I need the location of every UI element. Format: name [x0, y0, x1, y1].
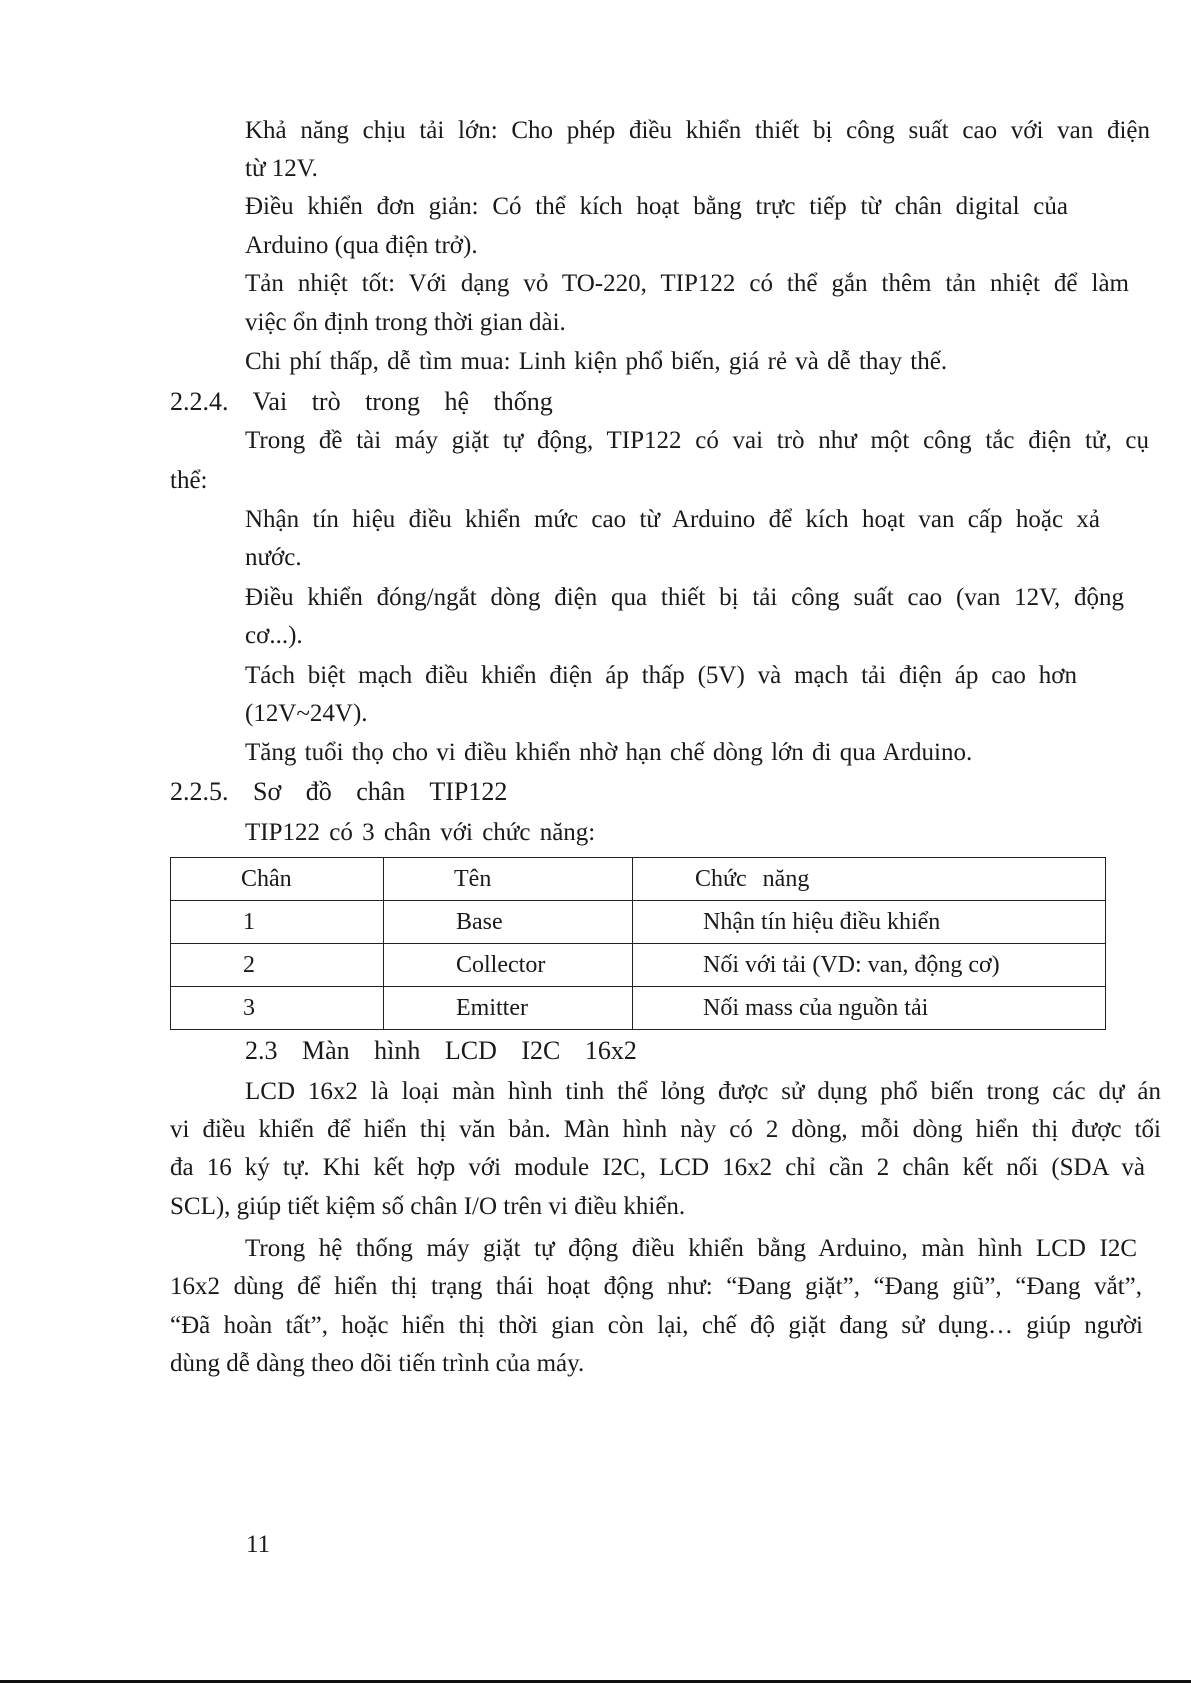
table-cell: Nối mass của nguồn tải — [633, 987, 1106, 1030]
bullet-text: Tản nhiệt tốt: Với dạng vỏ TO-220, TIP122 có thể gắn thêm tản nhiệt để làm — [245, 270, 1129, 297]
paragraph-line: Trong hệ thống máy giặt tự động điều khiển bằng Arduino, màn hình LCD I2C — [245, 1235, 1137, 1262]
bullet-text: Khả năng chịu tải lớn: Cho phép điều khiển thiết bị công suất cao với van điện — [245, 117, 1150, 144]
page-number: 11 — [246, 1531, 271, 1558]
paragraph-line: vi điều khiển để hiển thị văn bản. Màn hình này có 2 dòng, mỗi dòng hiển thị được tối — [170, 1116, 1161, 1143]
table-cell: 3 — [171, 987, 384, 1030]
bullet-text: Tách biệt mạch điều khiển điện áp thấp (5V) và mạch tải điện áp cao hơn — [245, 662, 1077, 689]
table-header-cell: Chân — [171, 858, 384, 901]
bullet-text: cơ...). — [245, 622, 303, 649]
bullet-text: Arduino (qua điện trở). — [245, 232, 478, 259]
section-heading: 2.2.5. Sơ đồ chân TIP122 — [170, 777, 508, 806]
bullet-text: Nhận tín hiệu điều khiển mức cao từ Arduino để kích hoạt van cấp hoặc xả — [245, 506, 1100, 533]
table-cell: 1 — [171, 901, 384, 944]
bullet-text: Tăng tuổi thọ cho vi điều khiển nhờ hạn chế dòng lớn đi qua Arduino. — [245, 739, 973, 766]
bullet-text: Điều khiển đóng/ngắt dòng điện qua thiết bị tải công suất cao (van 12V, động — [245, 584, 1124, 611]
table-cell: Base — [384, 901, 633, 944]
table-header-cell: Chức năng — [633, 858, 1106, 901]
table-header-cell: Tên — [384, 858, 633, 901]
table-cell — [633, 944, 1106, 987]
section-heading: 2.3 Màn hình LCD I2C 16x2 — [245, 1036, 637, 1065]
table-row — [171, 901, 1106, 944]
table-cell: 2 — [171, 944, 384, 987]
table-header-row — [171, 858, 1106, 901]
paragraph-line: dùng dễ dàng theo dõi tiến trình của máy. — [170, 1350, 585, 1377]
table-row — [171, 944, 1106, 987]
bullet-text: việc ổn định trong thời gian dài. — [245, 309, 566, 336]
paragraph-line: LCD 16x2 là loại màn hình tinh thể lỏng được sử dụng phổ biến trong các dự án — [245, 1078, 1161, 1105]
paragraph-line: đa 16 ký tự. Khi kết hợp với module I2C, LCD 16x2 chỉ cần 2 chân kết nối (SDA và — [170, 1154, 1145, 1181]
paragraph-line: thể: — [170, 467, 208, 494]
bullet-text: nước. — [245, 544, 302, 571]
table-cell-text: Nối với tải (VD: van, động cơ) — [703, 951, 1000, 978]
bullet-text: (12V~24V). — [245, 700, 368, 727]
table-cell: Nhận tín hiệu điều khiển — [633, 901, 1106, 944]
paragraph-line: Trong đề tài máy giặt tự động, TIP122 có vai trò như một công tắc điện tử, cụ — [245, 427, 1149, 454]
table-cell: Collector — [384, 944, 633, 987]
bullet-text: Điều khiển đơn giản: Có thể kích hoạt bằng trực tiếp từ chân digital của — [245, 193, 1068, 220]
bottom-rule — [0, 1680, 1191, 1683]
pin-table — [170, 857, 1106, 1030]
section-heading: 2.2.4. Vai trò trong hệ thống — [170, 387, 553, 416]
bullet-text: Chi phí thấp, dễ tìm mua: Linh kiện phổ biến, giá rẻ và dễ thay thế. — [245, 348, 948, 375]
table-row — [171, 987, 1106, 1030]
paragraph-line: SCL), giúp tiết kiệm số chân I/O trên vi điều khiển. — [170, 1193, 686, 1220]
bullet-text: từ 12V. — [245, 155, 318, 182]
table-cell: Emitter — [384, 987, 633, 1030]
paragraph-line: “Đã hoàn tất”, hoặc hiển thị thời gian còn lại, chế độ giặt đang sử dụng… giúp người — [170, 1312, 1143, 1339]
paragraph-line: TIP122 có 3 chân với chức năng: — [245, 819, 596, 846]
paragraph-line: 16x2 dùng để hiển thị trạng thái hoạt động như: “Đang giặt”, “Đang giũ”, “Đang vắt”, — [170, 1273, 1142, 1300]
